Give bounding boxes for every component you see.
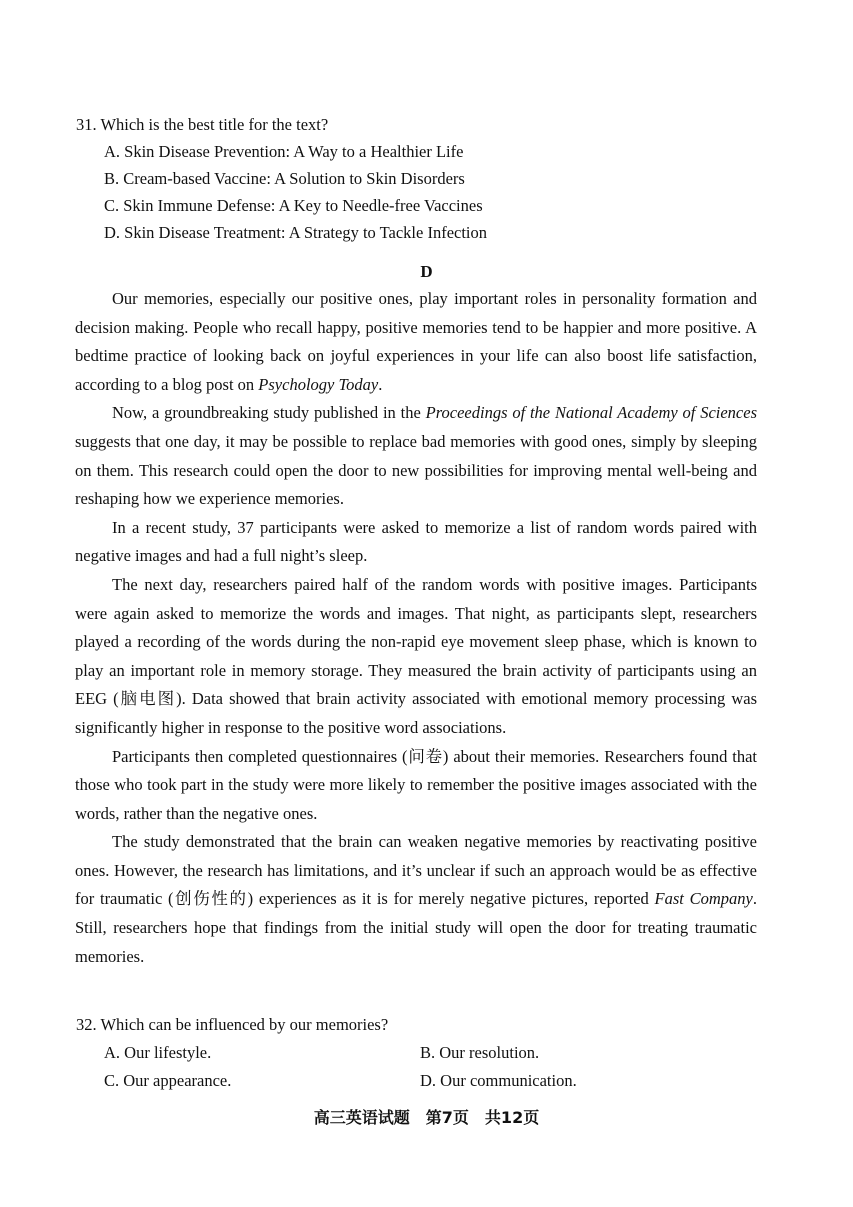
- paragraph-6-text: The study demonstrated that the brain can weaken negative memories by reactivating positive ones. However, the research has limitations, and it’s unclear if such an approach would be as effective for traumatic (创伤性的) experiences as it is for merely negative pictures, reported: [75, 832, 757, 909]
- question-32-option-a: A. Our lifestyle.: [104, 1043, 212, 1062]
- paragraph-2: [75, 399, 757, 513]
- paragraph-2-start: Now, a groundbreaking study published in the: [112, 403, 426, 423]
- question-32-option-c: C. Our appearance.: [104, 1071, 232, 1090]
- question-31-option-b: B. Cream-based Vaccine: A Solution to Skin Disorders: [104, 169, 465, 188]
- paragraph-1-end: .: [378, 374, 383, 394]
- source-psychology-today: Psychology Today: [258, 374, 379, 394]
- question-31-option-a: A. Skin Disease Prevention: A Way to a Healthier Life: [104, 142, 464, 161]
- source-fast-company: Fast Company: [654, 889, 753, 909]
- journal-name: Proceedings of the National Academy of Sciences: [425, 403, 757, 423]
- paragraph-2-text: suggests that one day, it may be possible to replace bad memories with good ones, simply by sleeping on them. This research could open the door to new possibilities for improving mental well-being and reshaping how we experience memories.: [75, 431, 757, 509]
- question-31-option-c: C. Skin Immune Defense: A Key to Needle-free Vaccines: [104, 196, 483, 215]
- paragraph-6: [75, 828, 757, 971]
- question-31-option-d: D. Skin Disease Treatment: A Strategy to Tackle Infection: [104, 223, 488, 242]
- paragraph-1: [75, 285, 757, 399]
- section-letter: D: [420, 262, 433, 281]
- page-footer: 高三英语试题 第7页 共12页: [313, 1108, 540, 1127]
- question-32-stem: 32. Which can be influenced by our memories?: [76, 1015, 389, 1034]
- paragraph-3: In a recent study, 37 participants were asked to memorize a list of random words paired with negative images and had a full night’s sleep.: [75, 517, 757, 566]
- paragraph-4: The next day, researchers paired half of the random words with positive images. Participants were again asked to memorize the words and images. That night, as participants slept, researchers played a recording of the words during the non-rapid eye movement sleep phase, which is known to play an important role in memory storage. They measured the brain activity of participants using an EEG (脑电图). Data showed that brain activity associated with emotional memory processing was significantly higher in response to the positive word associations.: [75, 574, 757, 737]
- paragraph-1-text: Our memories, especially our positive ones, play important roles in personality formation and decision making. People who recall happy, positive memories tend to be happier and more positive. A bedtime practice of looking back on joyful experiences in your life can also boost life satisfaction, according to a blog post on: [75, 289, 757, 394]
- paragraph-5: Participants then completed questionnaires (问卷) about their memories. Researchers found that those who took part in the study were more likely to remember the positive images associated with the words, rather than the negative ones.: [75, 746, 757, 823]
- question-32-option-b: B. Our resolution.: [420, 1043, 540, 1062]
- question-31-stem: 31. Which is the best title for the text?: [76, 115, 329, 134]
- paragraph-6-end: . Still, researchers hope that findings from the initial study will open the door for treating traumatic memories.: [75, 889, 757, 966]
- passage: [75, 285, 757, 971]
- question-32-option-d: D. Our communication.: [420, 1071, 577, 1090]
